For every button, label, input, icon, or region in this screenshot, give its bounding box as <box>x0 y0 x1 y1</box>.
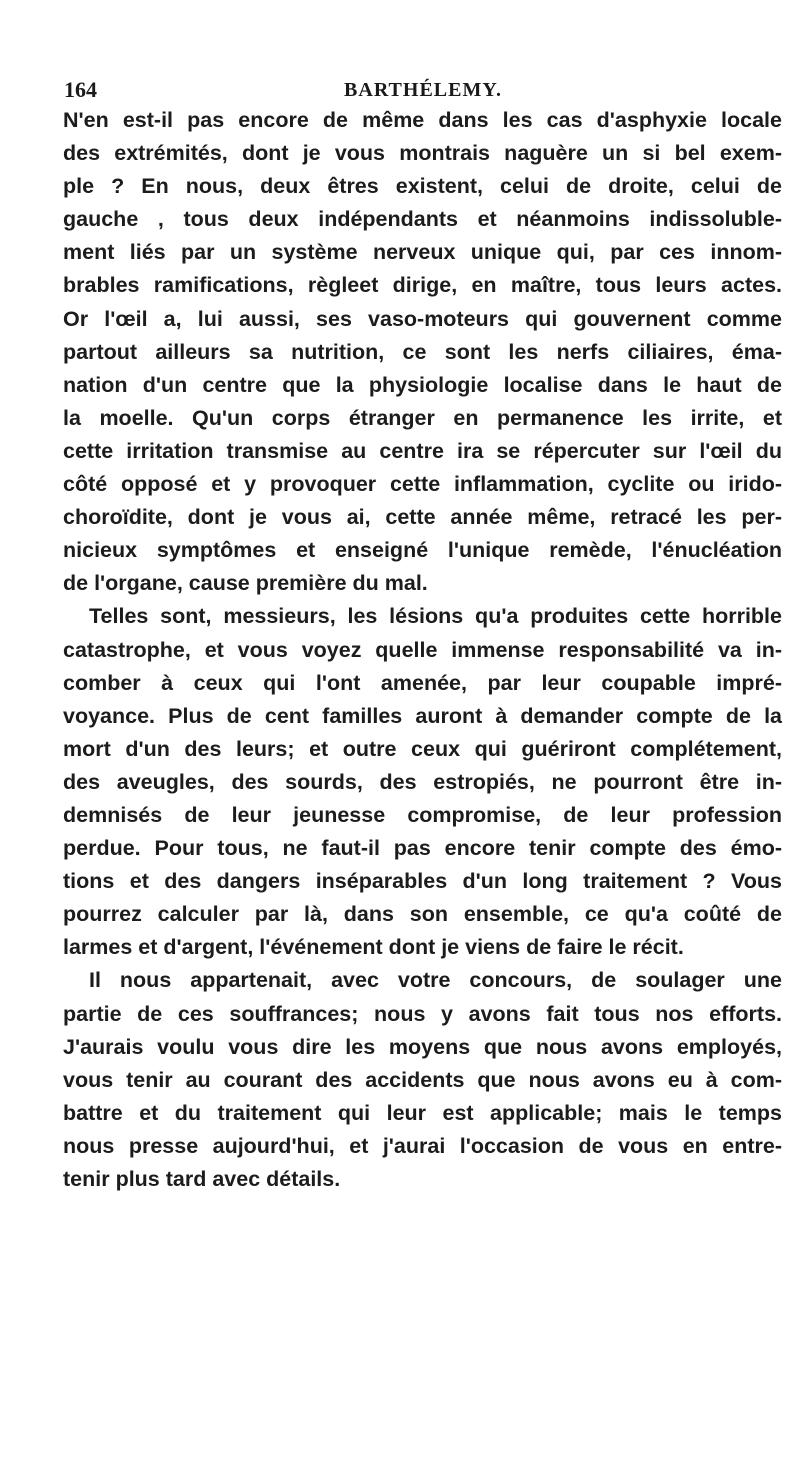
text-line: J'aurais voulu vous dire les moyens que nous avons employés, <box>63 1034 782 1059</box>
text-line: ple ? En nous, deux êtres existent, celui de droite, celui de <box>63 174 782 199</box>
text-line: vous tenir au courant des accidents que nous avons eu à com- <box>63 1067 782 1092</box>
text-line: nous presse aujourd'hui, et j'aurai l'occasion de vous en entre- <box>63 1133 782 1158</box>
text-line: comber à ceux qui l'ont amenée, par leur coupable impré- <box>63 670 782 695</box>
paragraph <box>63 964 782 1196</box>
text-line: N'en est-il pas encore de même dans les cas d'asphyxie locale <box>63 108 782 132</box>
text-line: nation d'un centre que la physiologie localise dans le haut de <box>63 372 782 397</box>
running-head: BARTHÉLEMY. <box>344 79 502 101</box>
text-line: demnisés de leur jeunesse compromise, de leur profession <box>63 802 782 827</box>
text-line: partout ailleurs sa nutrition, ce sont les nerfs ciliaires, éma- <box>63 339 782 364</box>
text-line: ment liés par un système nerveux unique qui, par ces innom- <box>63 240 782 265</box>
text-line: brables ramifications, règleet dirige, en maître, tous leurs actes. <box>63 273 782 298</box>
text-line: catastrophe, et vous voyez quelle immense responsabilité va in- <box>63 637 782 662</box>
body-text <box>63 104 782 1196</box>
text-line: perdue. Pour tous, ne faut-il pas encore tenir compte des émo- <box>63 836 782 861</box>
paragraph <box>63 600 782 964</box>
text-line: cette irritation transmise au centre ira se répercuter sur l'œil du <box>63 438 782 463</box>
text-line: tions et des dangers inséparables d'un long traitement ? Vous <box>63 869 782 894</box>
text-line: partie de ces souffrances; nous y avons fait tous nos efforts. <box>63 1001 782 1026</box>
text-line: pourrez calculer par là, dans son ensemble, ce qu'a coûté de <box>63 902 782 927</box>
text-line: Il nous appartenait, avec votre concours, de soulager une <box>89 968 782 993</box>
text-line: côté opposé et y provoquer cette inflammation, cyclite ou irido- <box>63 472 782 497</box>
text-line: Telles sont, messieurs, les lésions qu'a produites cette horrible <box>89 604 782 629</box>
text-line: choroïdite, dont je vous ai, cette année même, retracé les per- <box>63 505 782 530</box>
text-line: des extrémités, dont je vous montrais naguère un si bel exem- <box>63 141 782 166</box>
text-line: des aveugles, des sourds, des estropiés, ne pourront être in- <box>63 769 782 794</box>
text-line: Or l'œil a, lui aussi, ses vaso-moteurs qui gouvernent comme <box>63 306 782 331</box>
text-line: voyance. Plus de cent familles auront à demander compte de la <box>63 703 782 728</box>
page-number: 164 <box>64 77 97 102</box>
text-line: tenir plus tard avec détails. <box>63 1167 341 1191</box>
text-line: larmes et d'argent, l'événement dont je viens de faire le récit. <box>63 935 684 960</box>
paragraph <box>63 104 782 600</box>
text-line: nicieux symptômes et enseigné l'unique remède, l'énucléation <box>63 538 782 563</box>
text-line: battre et du traitement qui leur est applicable; mais le temps <box>63 1100 782 1125</box>
text-line: de l'organe, cause première du mal. <box>63 571 428 596</box>
text-line: gauche , tous deux indépendants et néanmoins indissoluble- <box>63 207 782 232</box>
text-line: mort d'un des leurs; et outre ceux qui guériront complétement, <box>63 736 782 761</box>
text-line: la moelle. Qu'un corps étranger en permanence les irrite, et <box>63 405 782 430</box>
